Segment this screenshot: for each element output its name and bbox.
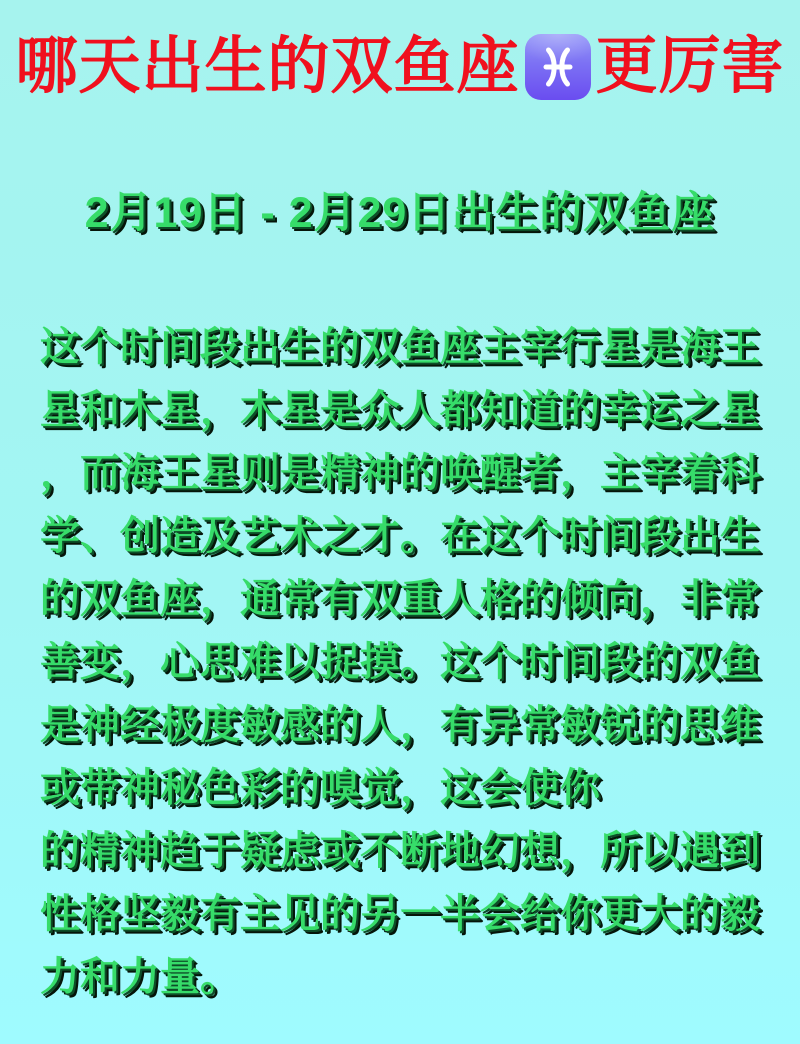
subtitle: 2月19日 - 2月29日出生的双鱼座 — [84, 189, 716, 237]
body-line: 星和木星，木星是众人都知道的幸运之星 — [40, 388, 760, 432]
page-title — [0, 0, 800, 102]
title-suffix: 更厉害 — [595, 32, 785, 101]
body-line: 的精神趋于疑虑或不断地幻想，所以遇到 — [40, 829, 760, 873]
body-line: 学、创造及艺术之才。在这个时间段出生 — [40, 514, 760, 558]
body-line: 性格坚毅有主见的另一半会给你更大的毅 — [40, 892, 760, 936]
body-line: 的双鱼座，通常有双重人格的倾向，非常 — [40, 577, 760, 621]
body-line: 这个时间段出生的双鱼座主宰行星是海王 — [40, 325, 760, 369]
title-prefix: 哪天出生的双鱼座 — [15, 32, 520, 101]
body-line: 或带神秘色彩的嗅觉，这会使你 — [40, 766, 600, 810]
body-line: 善变，心思难以捉摸。这个时间段的双鱼 — [40, 640, 760, 684]
body-line: 力和力量。 — [40, 955, 240, 999]
body-text — [0, 320, 800, 1013]
pisces-icon — [525, 34, 591, 100]
body-line: ，而海王星则是精神的唤醒者，主宰着科 — [40, 451, 760, 495]
body-line: 是神经极度敏感的人，有异常敏锐的思维 — [40, 703, 760, 747]
